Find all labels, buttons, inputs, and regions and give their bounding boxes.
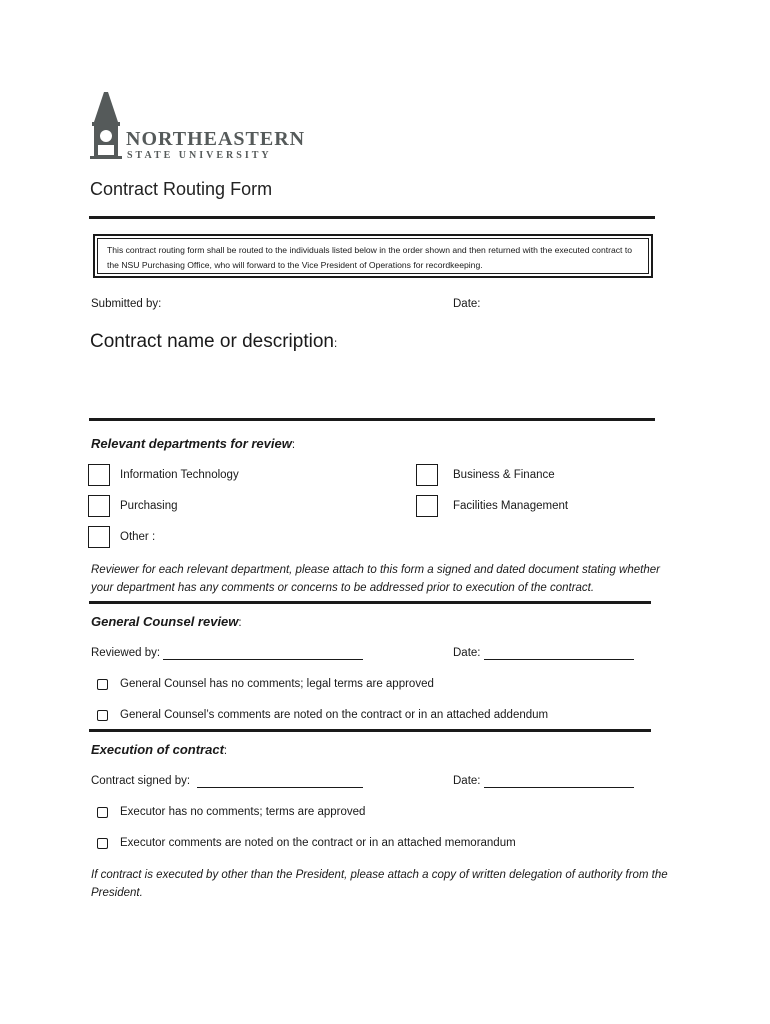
routing-notice: This contract routing form shall be routed to the individuals listed below in the order shown and then returned with the executed contract to the NSU Purchasing Office, who will forward to the Vice President of Operations for recordkeeping. xyxy=(93,234,653,278)
general-counsel-heading-colon: : xyxy=(238,617,242,629)
label-information-technology: Information Technology xyxy=(120,469,239,481)
gc-date-label: Date: xyxy=(453,647,481,659)
label-business-finance: Business & Finance xyxy=(453,469,555,481)
label-gc-comments-noted: General Counsel’s comments are noted on the contract or in an attached addendum xyxy=(120,709,549,721)
general-counsel-divider xyxy=(89,729,651,732)
checkbox-gc-comments-noted[interactable] xyxy=(97,710,108,721)
checkbox-exec-no-comments[interactable] xyxy=(97,807,108,818)
label-purchasing: Purchasing xyxy=(120,500,178,512)
departments-note: Reviewer for each relevant department, please attach to this form a signed and dated document stating whether your department has any comments or concerns to be addressed prior to execution of the contract. xyxy=(91,564,660,594)
submitted-date-label: Date: xyxy=(453,298,481,310)
departments-heading-colon: : xyxy=(291,439,296,451)
checkbox-exec-comments-noted[interactable] xyxy=(97,838,108,849)
checkbox-facilities-management[interactable] xyxy=(416,495,438,517)
contract-name-divider xyxy=(89,418,655,421)
execution-heading-text: Execution of contract xyxy=(91,742,224,757)
gc-date-field[interactable] xyxy=(484,647,634,660)
page-title: Contract Routing Form xyxy=(90,179,273,199)
contract-name-colon: : xyxy=(333,338,338,350)
logo-line2: STATE UNIVERSITY xyxy=(127,150,272,161)
exec-date-label: Date: xyxy=(453,775,481,787)
general-counsel-heading xyxy=(91,613,242,631)
checkbox-other[interactable] xyxy=(88,526,110,548)
label-facilities-management: Facilities Management xyxy=(453,500,569,512)
checkbox-purchasing[interactable] xyxy=(88,495,110,517)
departments-heading xyxy=(91,435,295,453)
checkbox-business-finance[interactable] xyxy=(416,464,438,486)
label-gc-no-comments: General Counsel has no comments; legal terms are approved xyxy=(120,678,434,690)
departments-heading-text: Relevant departments for review xyxy=(91,436,292,451)
checkbox-gc-no-comments[interactable] xyxy=(97,679,108,690)
submitted-by-label: Submitted by: xyxy=(91,298,162,310)
signed-by-field[interactable] xyxy=(197,775,363,788)
departments-divider xyxy=(89,601,651,604)
execution-note: If contract is executed by other than the President, please attach a copy of written delegation of authority from the President. xyxy=(91,869,668,899)
reviewed-by-field[interactable] xyxy=(163,647,363,660)
signed-by-label: Contract signed by: xyxy=(91,775,191,787)
execution-heading xyxy=(91,741,227,759)
label-other: Other : xyxy=(120,531,156,543)
label-exec-comments-noted: Executor comments are noted on the contract or in an attached memorandum xyxy=(120,837,516,849)
clock-tower-icon xyxy=(88,92,124,160)
contract-name-label xyxy=(90,331,337,353)
execution-heading-colon: : xyxy=(223,745,228,757)
general-counsel-heading-text: General Counsel review xyxy=(91,614,239,629)
label-exec-no-comments: Executor has no comments; terms are approved xyxy=(120,806,366,818)
reviewed-by-label: Reviewed by: xyxy=(91,647,161,659)
university-logo xyxy=(88,92,306,162)
checkbox-information-technology[interactable] xyxy=(88,464,110,486)
exec-date-field[interactable] xyxy=(484,775,634,788)
logo-line1: NORTHEASTERN xyxy=(126,128,306,150)
contract-name-text: Contract name or description xyxy=(90,331,334,352)
title-divider xyxy=(89,216,655,219)
